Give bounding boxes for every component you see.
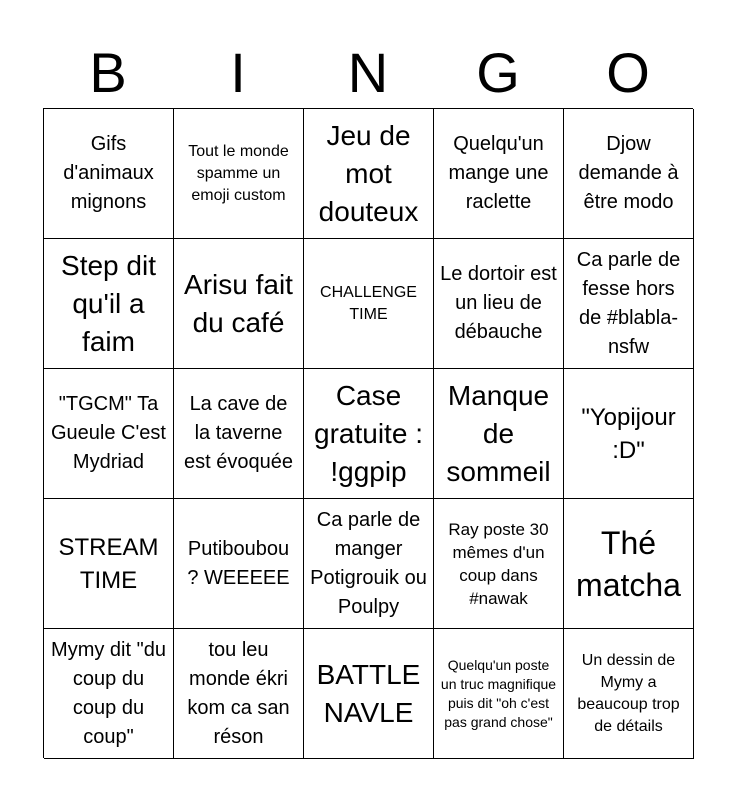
bingo-cell[interactable]: "Yopijour :D" — [564, 369, 694, 499]
header-letter-b: B — [89, 41, 127, 104]
bingo-cell[interactable]: Un dessin de Mymy a beaucoup trop de détails — [564, 629, 694, 759]
bingo-cell[interactable]: CHALLENGE TIME — [304, 239, 434, 369]
bingo-cell[interactable]: Thé matcha — [564, 499, 694, 629]
bingo-cell[interactable]: Djow demande à être modo — [564, 109, 694, 239]
bingo-cell[interactable]: BATTLE NAVLE — [304, 629, 434, 759]
header-letter-n: N — [347, 41, 389, 104]
bingo-cell[interactable]: Ca parle de fesse hors de #blabla-nsfw — [564, 239, 694, 369]
header-letter-g: G — [476, 41, 520, 104]
bingo-cell[interactable]: "TGCM" Ta Gueule C'est Mydriad — [44, 369, 174, 499]
bingo-cell[interactable]: Ray poste 30 mêmes d'un coup dans #nawak — [434, 499, 564, 629]
bingo-cell[interactable]: Quelqu'un mange une raclette — [434, 109, 564, 239]
bingo-header — [43, 40, 693, 106]
bingo-cell[interactable]: Ca parle de manger Potigrouik ou Poulpy — [304, 499, 434, 629]
bingo-cell[interactable]: Le dortoir est un lieu de débauche — [434, 239, 564, 369]
header-letter-o: O — [606, 41, 650, 104]
bingo-cell[interactable]: Tout le monde spamme un emoji custom — [174, 109, 304, 239]
bingo-board — [43, 108, 693, 758]
bingo-cell[interactable]: Arisu fait du café — [174, 239, 304, 369]
bingo-cell[interactable]: Gifs d'animaux mignons — [44, 109, 174, 239]
bingo-cell[interactable]: Case gratuite : !ggpip — [304, 369, 434, 499]
bingo-cell[interactable]: Step dit qu'il a faim — [44, 239, 174, 369]
bingo-cell[interactable]: Quelqu'un poste un truc magnifique puis dit "oh c'est pas grand chose" — [434, 629, 564, 759]
bingo-cell[interactable]: Putiboubou ? WEEEEE — [174, 499, 304, 629]
header-letter-i: I — [230, 41, 246, 104]
bingo-cell[interactable]: La cave de la taverne est évoquée — [174, 369, 304, 499]
bingo-cell[interactable]: STREAM TIME — [44, 499, 174, 629]
bingo-cell[interactable]: Jeu de mot douteux — [304, 109, 434, 239]
bingo-cell[interactable]: tou leu monde ékri kom ca san réson — [174, 629, 304, 759]
bingo-cell[interactable]: Mymy dit "du coup du coup du coup" — [44, 629, 174, 759]
bingo-cell[interactable]: Manque de sommeil — [434, 369, 564, 499]
